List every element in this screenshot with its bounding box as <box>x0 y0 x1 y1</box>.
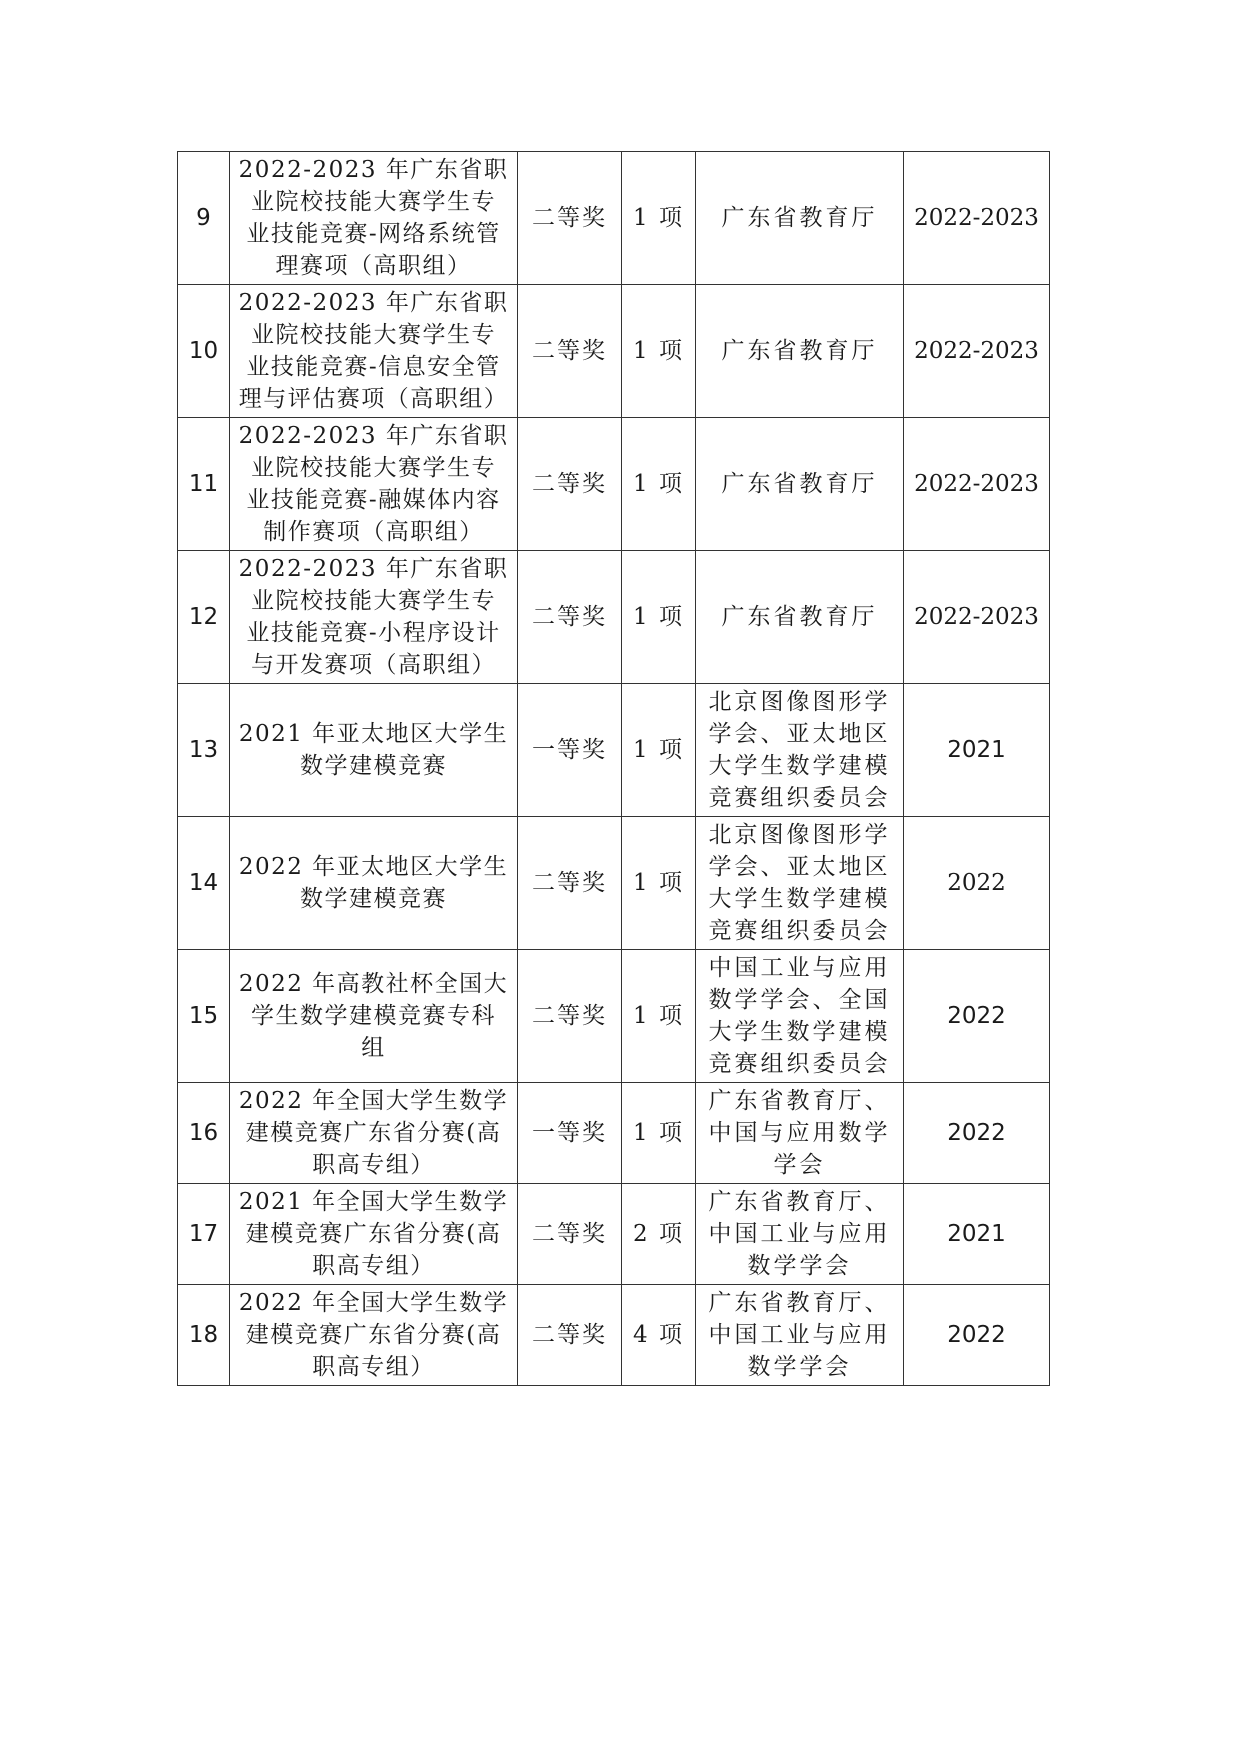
award-year: 2022 <box>904 817 1050 950</box>
organizer <box>696 1083 904 1184</box>
table-row <box>178 1184 1050 1285</box>
competition-name-line: 与开发赛项（高职组） <box>251 652 496 678</box>
competition-name <box>230 1083 518 1184</box>
table-row <box>178 684 1050 817</box>
competition-name <box>230 551 518 684</box>
award-level: 一等奖 <box>518 684 622 817</box>
award-count: 1 项 <box>622 152 696 285</box>
competition-name-line: 组 <box>361 1035 386 1061</box>
organizer-line: 数学学会、全国 <box>708 987 891 1013</box>
competition-name-line: 2022 年全国大学生数学 <box>238 1290 509 1316</box>
row-number: 17 <box>178 1184 230 1285</box>
award-level: 二等奖 <box>518 1285 622 1386</box>
award-count: 1 项 <box>622 1083 696 1184</box>
table-row <box>178 551 1050 684</box>
competition-name-line: 2022 年全国大学生数学 <box>238 1088 509 1114</box>
organizer-line: 竞赛组织委员会 <box>708 1051 891 1077</box>
award-level: 二等奖 <box>518 152 622 285</box>
competition-name-line: 建模竞赛广东省分赛(高 <box>245 1322 502 1348</box>
organizer-line: 广东省教育厅 <box>721 471 878 497</box>
competition-name-line: 制作赛项（高职组） <box>263 519 484 545</box>
row-number: 11 <box>178 418 230 551</box>
competition-name-line: 学生数学建模竞赛专科 <box>251 1003 496 1029</box>
competition-name-line: 建模竞赛广东省分赛(高 <box>245 1120 502 1146</box>
competition-name-line: 职高专组） <box>312 1354 435 1380</box>
organizer <box>696 152 904 285</box>
award-count: 1 项 <box>622 817 696 950</box>
competition-name <box>230 950 518 1083</box>
table-row <box>178 1285 1050 1386</box>
award-count: 1 项 <box>622 285 696 418</box>
organizer-line: 大学生数学建模 <box>708 753 891 779</box>
organizer-line: 广东省教育厅、 <box>708 1189 891 1215</box>
competition-name-line: 2022-2023 年广东省职 <box>238 157 509 183</box>
organizer-line: 北京图像图形学 <box>708 822 891 848</box>
organizer-line: 大学生数学建模 <box>708 886 891 912</box>
competition-name-line: 业院校技能大赛学生专 <box>251 455 496 481</box>
table-row <box>178 817 1050 950</box>
competition-name-line: 数学建模竞赛 <box>300 886 447 912</box>
award-year: 2022 <box>904 950 1050 1083</box>
competition-name-line: 职高专组） <box>312 1152 435 1178</box>
award-count: 1 项 <box>622 950 696 1083</box>
organizer-line: 中国工业与应用 <box>708 955 891 981</box>
row-number: 12 <box>178 551 230 684</box>
competition-name-line: 2021 年全国大学生数学 <box>238 1189 509 1215</box>
organizer <box>696 1184 904 1285</box>
competition-name-line: 建模竞赛广东省分赛(高 <box>245 1221 502 1247</box>
table-row <box>178 285 1050 418</box>
award-level: 二等奖 <box>518 817 622 950</box>
competition-name-line: 2022-2023 年广东省职 <box>238 290 509 316</box>
competition-name-line: 业院校技能大赛学生专 <box>251 588 496 614</box>
awards-table-body <box>178 152 1050 1386</box>
organizer <box>696 551 904 684</box>
organizer-line: 北京图像图形学 <box>708 689 891 715</box>
organizer-line: 中国工业与应用 <box>708 1322 891 1348</box>
competition-name-line: 业院校技能大赛学生专 <box>251 322 496 348</box>
organizer <box>696 418 904 551</box>
competition-name-line: 业院校技能大赛学生专 <box>251 189 496 215</box>
organizer-line: 广东省教育厅、 <box>708 1088 891 1114</box>
competition-name-line: 业技能竞赛-信息安全管 <box>246 354 501 380</box>
competition-name-line: 数学建模竞赛 <box>300 753 447 779</box>
award-level: 二等奖 <box>518 950 622 1083</box>
table-row <box>178 1083 1050 1184</box>
competition-name <box>230 1184 518 1285</box>
competition-name <box>230 684 518 817</box>
organizer-line: 学会、亚太地区 <box>708 721 891 747</box>
competition-name-line: 职高专组） <box>312 1253 435 1279</box>
award-count: 1 项 <box>622 551 696 684</box>
competition-name-line: 2022 年高教社杯全国大 <box>238 971 509 997</box>
organizer-line: 学会、亚太地区 <box>708 854 891 880</box>
row-number: 10 <box>178 285 230 418</box>
organizer <box>696 1285 904 1386</box>
organizer-line: 广东省教育厅 <box>721 338 878 364</box>
award-level: 二等奖 <box>518 1184 622 1285</box>
award-level: 二等奖 <box>518 551 622 684</box>
organizer-line: 数学学会 <box>747 1253 852 1279</box>
row-number: 14 <box>178 817 230 950</box>
organizer <box>696 817 904 950</box>
competition-name-line: 理与评估赛项（高职组） <box>238 386 509 412</box>
organizer-line: 广东省教育厅、 <box>708 1290 891 1316</box>
competition-name <box>230 152 518 285</box>
award-year: 2022 <box>904 1083 1050 1184</box>
award-year: 2022-2023 <box>904 152 1050 285</box>
competition-name-line: 业技能竞赛-融媒体内容 <box>246 487 501 513</box>
organizer-line: 广东省教育厅 <box>721 604 878 630</box>
award-count: 4 项 <box>622 1285 696 1386</box>
competition-name-line: 2021 年亚太地区大学生 <box>238 721 509 747</box>
organizer-line: 中国与应用数学 <box>708 1120 891 1146</box>
award-level: 一等奖 <box>518 1083 622 1184</box>
award-year: 2022-2023 <box>904 418 1050 551</box>
competition-name <box>230 1285 518 1386</box>
award-year: 2022 <box>904 1285 1050 1386</box>
award-year: 2021 <box>904 1184 1050 1285</box>
competition-name-line: 业技能竞赛-网络系统管 <box>246 221 501 247</box>
table-row <box>178 950 1050 1083</box>
award-level: 二等奖 <box>518 418 622 551</box>
competition-name-line: 业技能竞赛-小程序设计 <box>246 620 501 646</box>
organizer-line: 竞赛组织委员会 <box>708 918 891 944</box>
organizer-line: 竞赛组织委员会 <box>708 785 891 811</box>
award-level: 二等奖 <box>518 285 622 418</box>
row-number: 16 <box>178 1083 230 1184</box>
organizer <box>696 285 904 418</box>
competition-name-line: 理赛项（高职组） <box>275 253 472 279</box>
table-row <box>178 418 1050 551</box>
competition-name-line: 2022-2023 年广东省职 <box>238 423 509 449</box>
row-number: 9 <box>178 152 230 285</box>
organizer-line: 学会 <box>773 1152 826 1178</box>
competition-name <box>230 418 518 551</box>
competition-name-line: 2022-2023 年广东省职 <box>238 556 509 582</box>
award-count: 1 项 <box>622 684 696 817</box>
competition-name-line: 2022 年亚太地区大学生 <box>238 854 509 880</box>
award-year: 2022-2023 <box>904 551 1050 684</box>
award-count: 2 项 <box>622 1184 696 1285</box>
competition-name <box>230 817 518 950</box>
organizer-line: 中国工业与应用 <box>708 1221 891 1247</box>
row-number: 18 <box>178 1285 230 1386</box>
award-year: 2021 <box>904 684 1050 817</box>
organizer-line: 数学学会 <box>747 1354 852 1380</box>
row-number: 15 <box>178 950 230 1083</box>
organizer-line: 广东省教育厅 <box>721 205 878 231</box>
organizer <box>696 950 904 1083</box>
row-number: 13 <box>178 684 230 817</box>
award-year: 2022-2023 <box>904 285 1050 418</box>
awards-table <box>177 151 1050 1386</box>
competition-name <box>230 285 518 418</box>
award-count: 1 项 <box>622 418 696 551</box>
organizer <box>696 684 904 817</box>
organizer-line: 大学生数学建模 <box>708 1019 891 1045</box>
table-row <box>178 152 1050 285</box>
